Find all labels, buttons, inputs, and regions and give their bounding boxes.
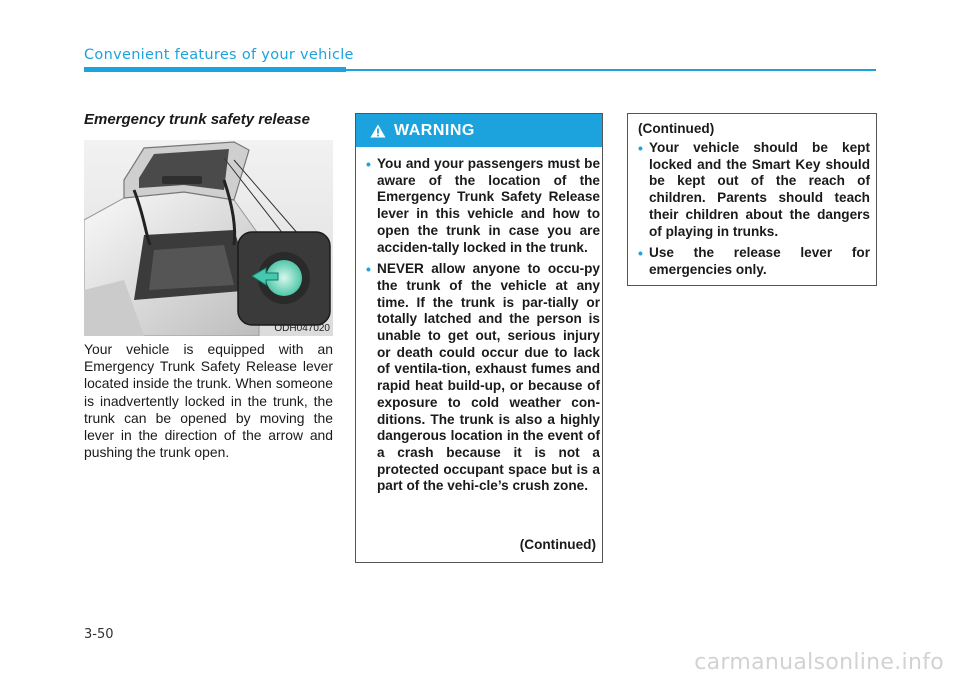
bullet-icon: • bbox=[366, 156, 371, 172]
warning-list bbox=[366, 156, 600, 500]
header-rule-thin bbox=[346, 69, 876, 71]
continued-box bbox=[627, 113, 877, 286]
warning-header bbox=[356, 114, 602, 147]
warning-item-text: You and your passengers must be aware of the location of the Emergency Trunk Safety Release lever in this vehicle and how to open the trunk in case you are acciden-tally locked in the trunk. bbox=[377, 156, 600, 255]
continued-list bbox=[638, 140, 870, 284]
bullet-icon: • bbox=[638, 140, 643, 156]
continued-item-text: Use the release lever for emergencies only. bbox=[649, 245, 870, 277]
bullet-icon: • bbox=[638, 245, 643, 262]
warning-box bbox=[355, 113, 603, 563]
watermark: carmanualsonline.info bbox=[694, 650, 944, 675]
warning-title: WARNING bbox=[394, 121, 475, 139]
trunk-figure bbox=[84, 140, 333, 336]
list-item bbox=[638, 245, 870, 278]
continued-header: (Continued) bbox=[638, 121, 715, 136]
list-item bbox=[366, 261, 600, 495]
warning-continued: (Continued) bbox=[519, 537, 596, 552]
header-rule-thick bbox=[84, 67, 346, 72]
list-item bbox=[366, 156, 600, 256]
body-paragraph: Your vehicle is equipped with an Emergency Trunk Safety Release lever located inside the trunk. When someone is inadvertently locked in the trunk, the trunk can be opened by moving the lever in the direction of the arrow and pushing the trunk open. bbox=[84, 341, 333, 461]
page-number: 3-50 bbox=[84, 627, 114, 642]
figure-code: ODH047020 bbox=[274, 323, 330, 334]
continued-item-text: Your vehicle should be kept locked and the Smart Key should be kept out of the reach of children. Parents should teach their children about the dangers of playing in trunks. bbox=[649, 140, 870, 239]
header-title: Convenient features of your vehicle bbox=[84, 47, 354, 63]
section-title: Emergency trunk safety release bbox=[84, 111, 310, 128]
warning-triangle-icon bbox=[370, 124, 386, 138]
warning-item-text: NEVER allow anyone to occu-py the trunk of the vehicle at any time. If the trunk is par-tially or totally latched and the person is unable to get out, serious injury or death could occur due to lack of ventila-tion, exhaust fumes and rapid heat build-up, or because of exposure to cold weather con-ditions. The trunk is also a highly dangerous location in the event of a crash because it is not a protected occupant space but is a part of the vehi-cle’s crush zone. bbox=[377, 261, 600, 494]
trunk-illustration bbox=[84, 140, 333, 336]
list-item bbox=[638, 140, 870, 240]
bullet-icon: • bbox=[366, 261, 371, 278]
